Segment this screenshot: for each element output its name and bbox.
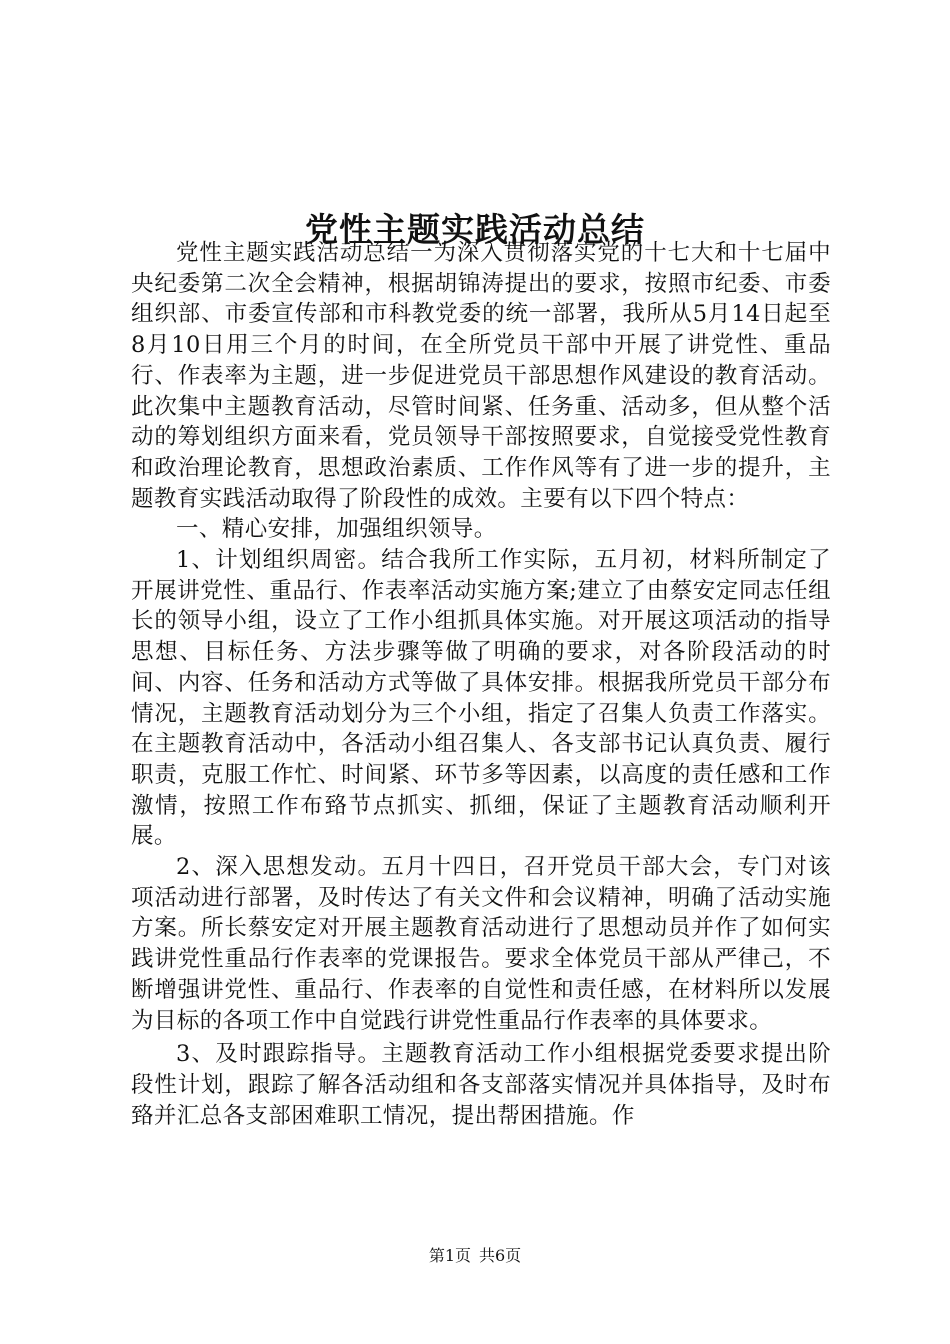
paragraph-intro: 党性主题实践活动总结一为深入贯彻落实党的十七大和十七届中央纪委第二次全会精神，根据胡锦涛提出的要求，按照市纪委、市委组织部、市委宣传部和市科教党委的统一部署，我所从5月14日起至8月10日用三个月的时间，在全所党员干部中开展了讲党性、重品行、作表率为主题，进一步促进党员干部思想作风建设的教育活动。此次集中主题教育活动，尽管时间紧、任务重、活动多，但从整个活动的筹划组织方面来看，党员领导干部按照要求，自觉接受党性教育和政治理论教育，思想政治素质、工作作风等有了进一步的提升，主题教育实践活动取得了阶段性的成效。主要有以下四个特点： — [131, 240, 831, 512]
page-total: 共6页 — [479, 1246, 522, 1265]
document-body — [131, 238, 831, 1131]
page-number: 第1页 — [428, 1246, 471, 1265]
page-footer — [0, 1244, 950, 1268]
document-title: 党性主题实践活动总结 — [305, 210, 645, 250]
paragraph-point-3: 3、及时跟踪指导。主题教育活动工作小组根据党委要求提出阶段性计划，跟踪了解各活动组和各支部落实情况并具体指导，及时布臵并汇总各支部困难职工情况，提出帮困措施。作 — [131, 1041, 831, 1129]
paragraph-section-heading: 一、精心安排，加强组织领导。 — [176, 516, 497, 543]
paragraph-point-1: 1、计划组织周密。结合我所工作实际，五月初，材料所制定了开展讲党性、重品行、作表率活动实施方案;建立了由蔡安定同志任组长的领导小组，设立了工作小组抓具体实施。对开展这项活动的指导思想、目标任务、方法步骤等做了明确的要求，对各阶段活动的时间、内容、任务和活动方式等做了具体安排。根据我所党员干部分布情况，主题教育活动划分为三个小组，指定了召集人负责工作落实。在主题教育活动中，各活动小组召集人、各支部书记认真负责、履行职责，克服工作忙、时间紧、环节多等因素，以高度的责任感和工作激情，按照工作布臵节点抓实、抓细，保证了主题教育活动顺利开展。 — [131, 547, 831, 850]
paragraph-point-2: 2、深入思想发动。五月十四日，召开党员干部大会，专门对该项活动进行部署，及时传达了有关文件和会议精神，明确了活动实施方案。所长蔡安定对开展主题教育活动进行了思想动员并作了如何实践讲党性重品行作表率的党课报告。要求全体党员干部从严律己，不断增强讲党性、重品行、作表率的自觉性和责任感，在材料所以发展为目标的各项工作中自觉践行讲党性重品行作表率的具体要求。 — [131, 854, 831, 1034]
